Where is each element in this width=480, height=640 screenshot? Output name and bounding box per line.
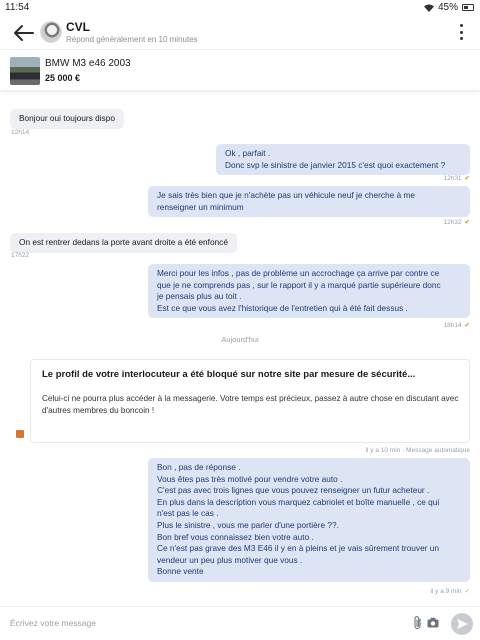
listing-price: 25 000 € xyxy=(45,73,81,83)
message-meta: 12h31 ✔ xyxy=(443,175,470,182)
message-bubble-outgoing: Je sais très bien que je n'achète pas un véhicule neuf je cherche à me renseigner un minimum xyxy=(148,186,470,217)
battery-percent: 45% xyxy=(437,2,458,13)
message-bubble-incoming: Bonjour oui toujours dispo xyxy=(10,109,124,129)
battery-icon xyxy=(462,4,474,11)
wifi-icon xyxy=(424,4,434,12)
system-message-body: Celui-ci ne pourra plus accéder à la messagerie. Votre temps est précieux, passez à autre chose en discutant avec d'autres membres du boncoin ! xyxy=(42,394,459,415)
more-options-icon[interactable] xyxy=(460,24,464,40)
message-composer xyxy=(0,606,480,640)
attachment-icon[interactable] xyxy=(412,615,424,631)
response-time: Répond généralement en 10 minutes xyxy=(66,35,198,44)
leboncoin-logo-icon xyxy=(16,430,24,438)
message-time: 12h14 xyxy=(11,129,30,136)
conversation-header xyxy=(0,16,480,50)
message-bubble-outgoing: Ok , parfait . Donc svp le sinistre de janvier 2015 c'est quoi exactement ? xyxy=(216,144,470,175)
message-meta: 18h14 ✔ xyxy=(443,322,470,329)
listing-banner[interactable] xyxy=(0,51,480,91)
message-bubble-incoming: On est rentrer dedans la porte avant droite a été enfoncé xyxy=(10,233,237,253)
send-button[interactable] xyxy=(451,613,473,635)
message-time: 17h22 xyxy=(11,252,30,259)
day-separator: Aujourd'hui xyxy=(221,335,259,344)
message-bubble-outgoing: Merci pour les infos , pas de problème un accrochage ça arrive par contre ce que je ne comprends pas , sur le rapport il y a marqué partie supérieure donc je pensais plus au toit . Est ce que vous avez l'historique de l'entretien qui à été fait dessus . xyxy=(148,264,470,318)
avatar[interactable] xyxy=(40,21,62,43)
message-bubble-outgoing: Bon , pas de réponse . Vous êtes pas très motivé pour vendre votre auto . C'est pas avec trois lignes que vous pouvez renseigner un futur acheteur . En plus dans la description vous marquez cabriolet et boîte manuelle , ce qui n'est pas le cas . Plus le sinistre , vous me parler d'une portière ??. Bon bref vous connaissez bien votre auto . Ce n'est pas grave des M3 E46 il y en à pleins et je vais sûrement trouver un vendeur un peu plus motiver que vous . Bonne vente xyxy=(148,458,470,582)
message-meta: 12h32 ✔ xyxy=(443,219,470,226)
camera-icon[interactable] xyxy=(427,617,439,628)
system-message-title: Le profil de votre interlocuteur a été bloqué sur notre site par mesure de sécurité... xyxy=(42,369,416,380)
status-time: 11:54 xyxy=(5,2,30,13)
system-message-meta: il y a 10 min · Message automatique xyxy=(365,447,470,454)
sent-check-icon: ✓ xyxy=(464,588,470,595)
status-bar xyxy=(0,0,480,16)
message-input[interactable] xyxy=(10,612,410,634)
read-check-icon: ✔ xyxy=(464,175,470,182)
back-arrow-icon[interactable] xyxy=(12,23,36,43)
message-meta: il y a 9 min ✓ xyxy=(430,588,470,595)
system-message-card xyxy=(30,359,470,443)
listing-title: BMW M3 e46 2003 xyxy=(45,58,131,69)
listing-thumbnail xyxy=(10,57,40,85)
contact-name[interactable]: CVL xyxy=(66,20,90,34)
send-icon xyxy=(451,613,473,635)
read-check-icon: ✔ xyxy=(464,322,470,329)
read-check-icon: ✔ xyxy=(464,219,470,226)
